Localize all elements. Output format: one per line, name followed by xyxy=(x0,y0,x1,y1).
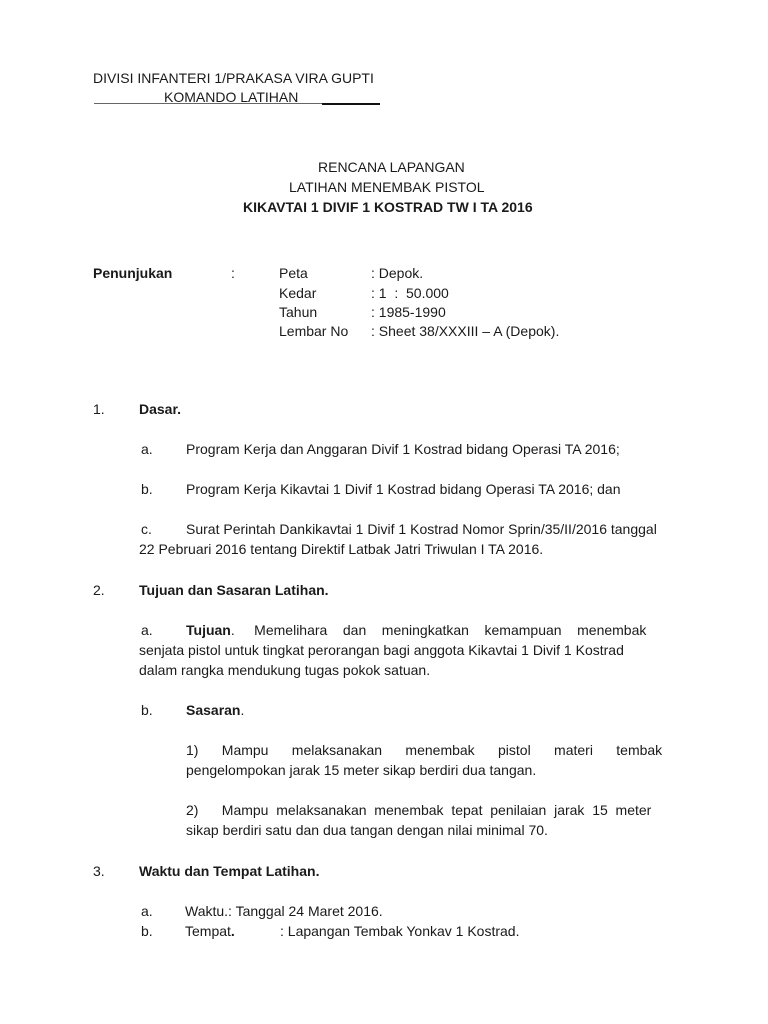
s2-b2-line2: sikap berdiri satu dan dua tangan dengan nilai minimal 70. xyxy=(186,822,548,838)
section-2-title: Tujuan dan Sasaran Latihan. xyxy=(139,582,329,598)
s2-b1-line2: pengelompokan jarak 15 meter sikap berdiri dua tangan. xyxy=(186,762,537,778)
tahun-key: Tahun xyxy=(279,304,318,320)
s2-b1-line1: 1) Mampu melaksanakan menembak pistol materi tembak xyxy=(186,742,663,758)
section-3-title: Waktu dan Tempat Latihan. xyxy=(139,863,320,879)
kedar-value: : 1 : 50.000 xyxy=(371,285,449,301)
org-name: DIVISI INFANTERI 1/PRAKASA VIRA GUPTI xyxy=(93,70,374,86)
s2-b-title: Sasaran xyxy=(186,702,241,718)
s2-a-title: Tujuan xyxy=(186,622,231,638)
lembar-value: : Sheet 38/XXXIII – A (Depok). xyxy=(371,323,560,339)
section-2-number: 2. xyxy=(93,582,105,598)
s2-b-title-dot: . xyxy=(240,702,245,718)
peta-key: Peta xyxy=(279,265,308,281)
s1-a-text: Program Kerja dan Anggaran Divif 1 Kostrad bidang Operasi TA 2016; xyxy=(186,441,620,457)
penunjukan-label: Penunjukan xyxy=(93,265,173,281)
s1-a-label: a. xyxy=(141,441,153,457)
s1-b-text: Program Kerja Kikavtai 1 Divif 1 Kostrad bidang Operasi TA 2016; dan xyxy=(186,481,621,497)
peta-value: : Depok. xyxy=(371,265,424,281)
section-3-number: 3. xyxy=(93,863,105,879)
section-1-number: 1. xyxy=(93,401,105,417)
s2-a-line1-rest: . Memelihara dan meningkatkan kemampuan menembak xyxy=(230,622,647,638)
penunjukan-colon: : xyxy=(231,265,235,281)
tahun-value: : 1985-1990 xyxy=(371,304,446,320)
s3-a-text: Waktu.: Tanggal 24 Maret 2016. xyxy=(185,903,383,919)
s2-b-heading xyxy=(186,700,244,720)
org-unit: KOMANDO LATIHAN xyxy=(164,89,299,105)
s1-c-line2: 22 Pebruari 2016 tentang Direktif Latbak Jatri Triwulan I TA 2016. xyxy=(139,541,544,557)
kedar-key: Kedar xyxy=(279,285,317,301)
s3-a-label: a. xyxy=(141,903,153,919)
s2-b2-line1: 2) Mampu melaksanakan menembak tepat penilaian jarak 15 meter xyxy=(186,802,652,818)
section-1-title: Dasar. xyxy=(139,401,182,417)
header-underline-bold xyxy=(322,103,380,105)
doc-title-line3: KIKAVTAI 1 DIVIF 1 KOSTRAD TW I TA 2016 xyxy=(243,199,533,215)
s2-a-line3: dalam rangka mendukung tugas pokok satuan. xyxy=(139,662,431,678)
s3-b-value: : Lapangan Tembak Yonkav 1 Kostrad. xyxy=(280,923,520,939)
lembar-key: Lembar No xyxy=(279,323,349,339)
s2-a-line2: senjata pistol untuk tingkat perorangan bagi anggota Kikavtai 1 Divif 1 Kostrad xyxy=(139,642,624,658)
s2-b-label: b. xyxy=(141,702,153,718)
s3-b-key: Tempat xyxy=(185,923,231,939)
doc-title-line1: RENCANA LAPANGAN xyxy=(318,159,465,175)
s2-a-label: a. xyxy=(141,622,153,638)
s3-b-label: b. xyxy=(141,923,153,939)
s3-b-key-wrap xyxy=(185,921,235,941)
s2-a-line1 xyxy=(186,620,646,640)
s3-b-key-dot: . xyxy=(230,923,235,939)
s1-c-label: c. xyxy=(141,521,152,537)
doc-title-line2: LATIHAN MENEMBAK PISTOL xyxy=(289,179,485,195)
header-underline xyxy=(94,103,322,104)
s1-b-label: b. xyxy=(141,481,153,497)
s1-c-line1: Surat Perintah Dankikavtai 1 Divif 1 Kostrad Nomor Sprin/35/II/2016 tanggal xyxy=(186,521,657,537)
